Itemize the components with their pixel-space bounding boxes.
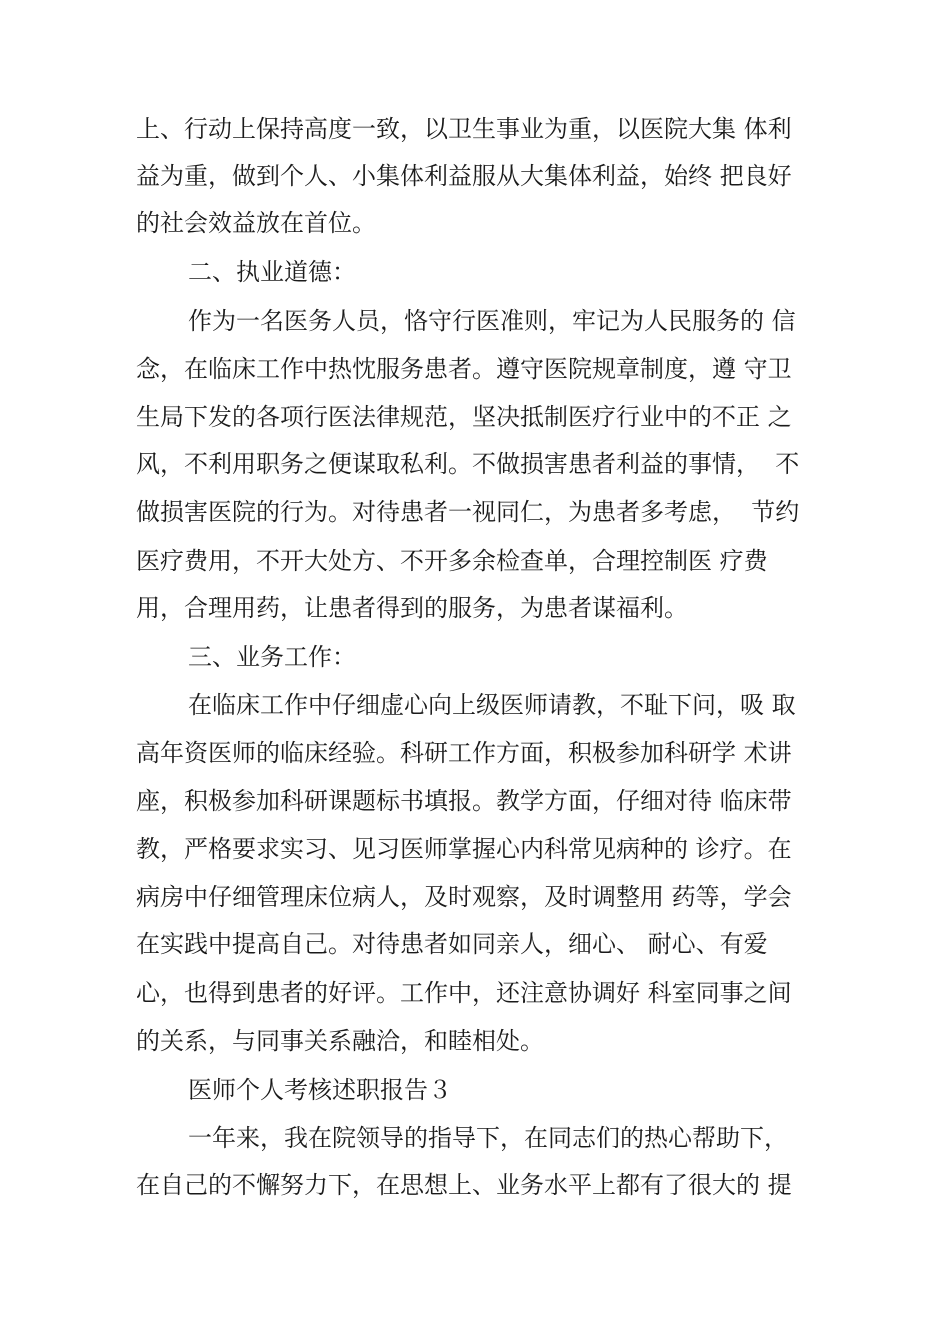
text-line: 座，积极参加科研课题标书填报。教学方面，仔细对待 临床带 bbox=[136, 787, 792, 815]
text-line: 生局下发的各项行医法律规范，坚决抵制医疗行业中的不正 之 bbox=[136, 403, 792, 431]
text-line: 的关系，与同事关系融洽，和睦相处。 bbox=[136, 1027, 544, 1055]
text-line: 的社会效益放在首位。 bbox=[136, 209, 376, 237]
text-line: 病房中仔细管理床位病人，及时观察，及时调整用 药等，学会 bbox=[136, 883, 792, 911]
text-line: 做损害医院的行为。对待患者一视同仁，为患者多考虑， 节约 bbox=[136, 498, 800, 526]
section-heading: 二、执业道德： bbox=[188, 258, 356, 286]
text-line: 作为一名医务人员，恪守行医准则，牢记为人民服务的 信 bbox=[188, 307, 796, 335]
text-line: 念，在临床工作中热忱服务患者。遵守医院规章制度，遵 守卫 bbox=[136, 355, 792, 383]
text-line: 用，合理用药，让患者得到的服务，为患者谋福利。 bbox=[136, 594, 688, 622]
text-line: 在临床工作中仔细虚心向上级医师请教，不耻下问，吸 取 bbox=[188, 691, 796, 719]
text-line: 教，严格要求实习、见习医师掌握心内科常见病种的 诊疗。在 bbox=[136, 835, 792, 863]
text-line: 益为重，做到个人、小集体利益服从大集体利益，始终 把良好 bbox=[136, 162, 792, 190]
text-line: 在实践中提高自己。对待患者如同亲人，细心、 耐心、有爱 bbox=[136, 930, 768, 958]
text-line: 高年资医师的临床经验。科研工作方面，积极参加科研学 术讲 bbox=[136, 739, 792, 767]
text-line: 医疗费用，不开大处方、不开多余检查单，合理控制医 疗费 bbox=[136, 547, 768, 575]
text-line: 一年来，我在院领导的指导下，在同志们的热心帮助下， bbox=[188, 1124, 788, 1152]
report-title: 医师个人考核述职报告３ bbox=[188, 1076, 452, 1104]
text-line: 心，也得到患者的好评。工作中，还注意协调好 科室同事之间 bbox=[136, 979, 792, 1007]
text-line: 在自己的不懈努力下，在思想上、业务水平上都有了很大的 提 bbox=[136, 1171, 792, 1199]
section-heading: 三、业务工作： bbox=[188, 643, 356, 671]
text-line: 风，不利用职务之便谋取私利。不做损害患者利益的事情， 不 bbox=[136, 450, 800, 478]
text-line: 上、行动上保持高度一致，以卫生事业为重，以医院大集 体利 bbox=[136, 115, 792, 143]
